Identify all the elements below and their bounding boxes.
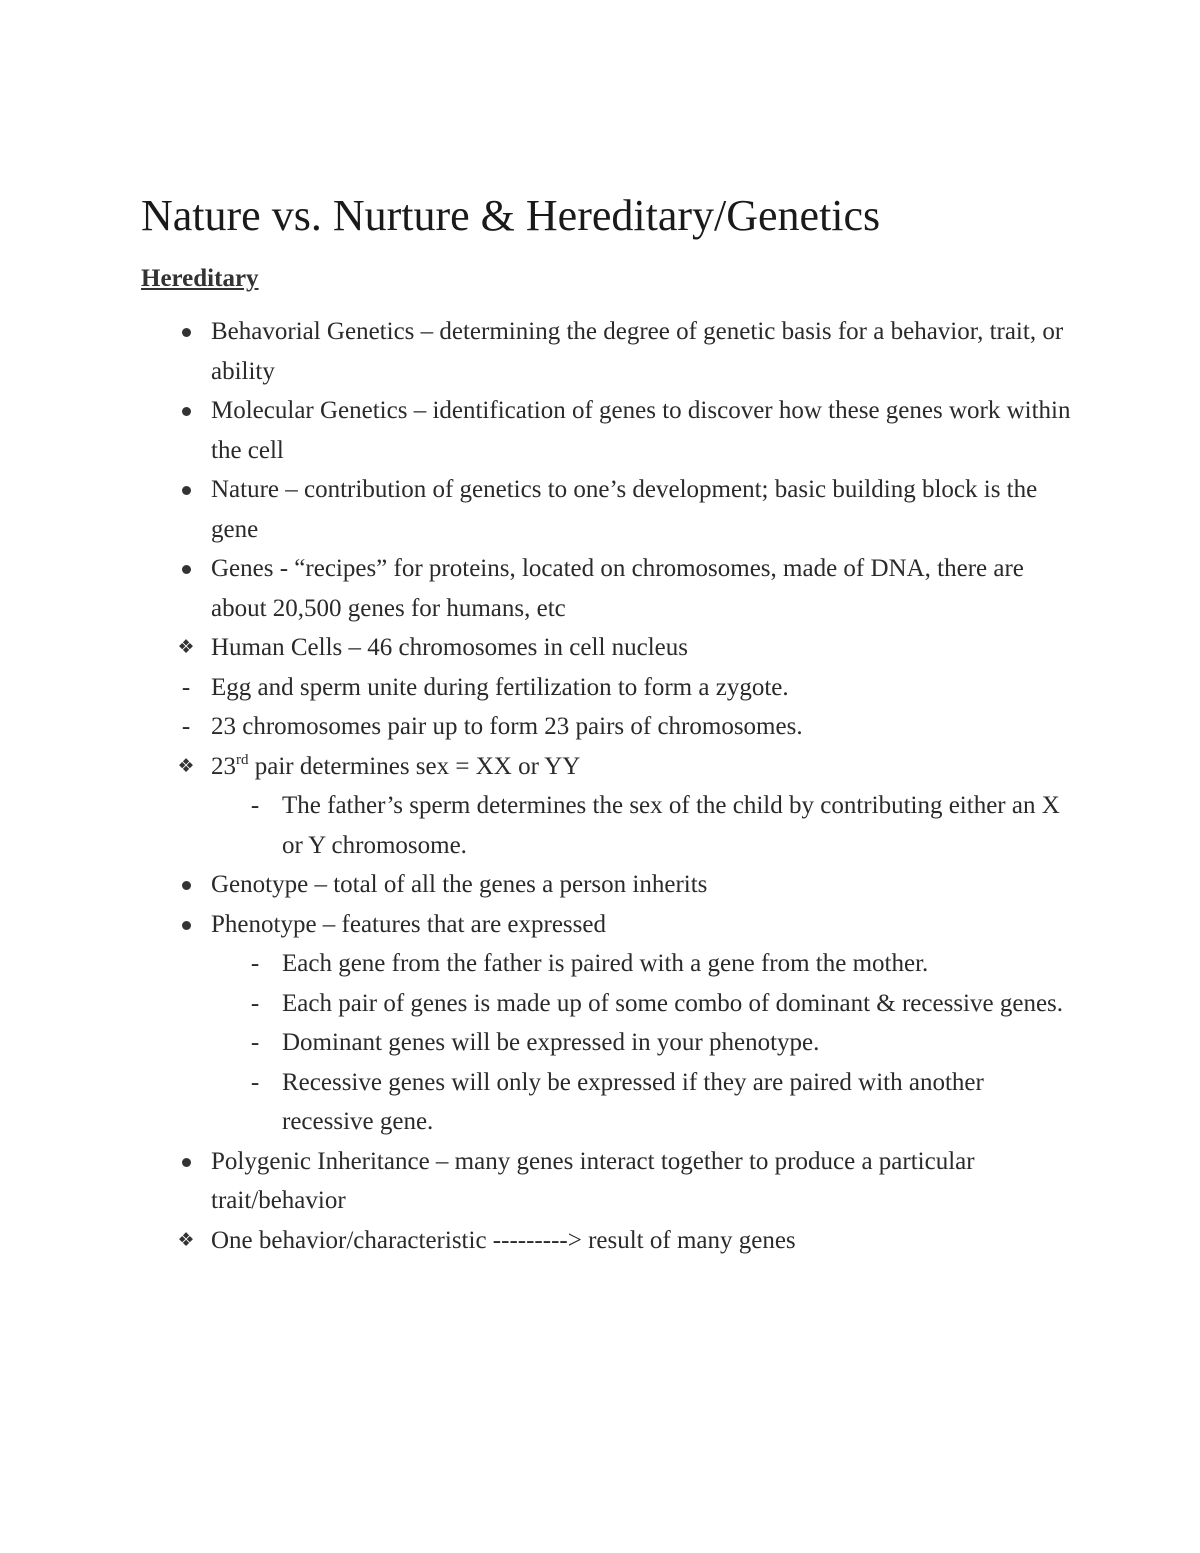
list-item-text: Human Cells – 46 chromosomes in cell nucleus xyxy=(211,634,689,661)
list-item xyxy=(0,1023,1072,1063)
dash-bullet-icon: - xyxy=(250,950,260,977)
bullet-icon xyxy=(171,865,201,890)
list-item xyxy=(0,786,1072,865)
list-item-text: Nature – contribution of genetics to one’s development; basic building block is the gene xyxy=(211,476,1038,543)
list-item xyxy=(0,312,1071,391)
four-diamond-bullet-icon: ❖ xyxy=(177,636,195,658)
list-item-text: Recessive genes will only be expressed if they are paired with another recessive gene. xyxy=(282,1068,984,1135)
four-diamond-bullet-icon: ❖ xyxy=(177,754,195,777)
list-item xyxy=(0,707,1071,747)
list-item-text xyxy=(211,753,580,780)
bullet-icon xyxy=(171,391,201,416)
list-item xyxy=(0,628,1071,668)
list-item-text: Molecular Genetics – identification of genes to discover how these genes work within the cell xyxy=(211,397,1071,464)
dash-bullet-icon: - xyxy=(250,792,260,819)
bullet-icon xyxy=(171,470,201,495)
list-item xyxy=(0,984,1072,1024)
list-item-text: Genotype – total of all the genes a person inherits xyxy=(211,871,708,898)
dash-bullet-icon: - xyxy=(250,1029,260,1056)
ordinal-number: 23 xyxy=(211,752,236,780)
list-item xyxy=(0,1142,1071,1221)
list-item-text: 23 chromosomes pair up to form 23 pairs of chromosomes. xyxy=(211,713,803,740)
list-item-text: Each pair of genes is made up of some combo of dominant & recessive genes. xyxy=(282,989,1064,1017)
bullet-icon xyxy=(171,905,201,930)
section-heading-hereditary: Hereditary xyxy=(141,265,259,292)
list-item-text: Genes - “recipes” for proteins, located on chromosomes, made of DNA, there are about 20,500 genes for humans, etc xyxy=(211,555,1024,622)
list-item xyxy=(0,668,1071,708)
list-item-text: Polygenic Inheritance – many genes interact together to produce a particular trait/behavior xyxy=(211,1147,975,1214)
list-item-text: One behavior/characteristic ---------> result of many genes xyxy=(211,1226,796,1254)
ordinal-suffix: rd xyxy=(236,751,249,768)
bullet-icon xyxy=(171,1142,201,1167)
list-item xyxy=(0,865,1071,905)
four-diamond-bullet-icon: ❖ xyxy=(177,1228,195,1251)
list-item xyxy=(0,1063,1072,1142)
bullet-icon xyxy=(171,312,201,337)
dash-bullet-icon: - xyxy=(181,713,191,740)
list-item xyxy=(0,1221,1071,1261)
list-item xyxy=(0,470,1071,549)
dash-bullet-icon: - xyxy=(181,673,191,701)
bullet-icon xyxy=(171,549,201,574)
list-item-text-rest: pair determines sex = XX or YY xyxy=(248,752,581,780)
list-item xyxy=(0,391,1071,470)
list-item-text: Phenotype – features that are expressed xyxy=(211,910,606,938)
list-item-text: Dominant genes will be expressed in your phenotype. xyxy=(282,1029,820,1056)
notes-list xyxy=(0,312,1200,1260)
list-item xyxy=(0,549,1071,628)
list-item xyxy=(0,905,1071,945)
dash-bullet-icon: - xyxy=(250,989,260,1017)
list-item-text: Egg and sperm unite during fertilization to form a zygote. xyxy=(211,673,789,701)
list-item xyxy=(0,747,1071,787)
list-item-text: Each gene from the father is paired with a gene from the mother. xyxy=(282,950,929,977)
list-item xyxy=(0,944,1072,984)
dash-bullet-icon: - xyxy=(250,1068,260,1096)
page-title: Nature vs. Nurture & Hereditary/Genetics xyxy=(141,191,881,240)
list-item-text: Behavorial Genetics – determining the degree of genetic basis for a behavior, trait, or ability xyxy=(211,318,1064,385)
list-item-text: The father’s sperm determines the sex of the child by contributing either an X or Y chromosome. xyxy=(282,792,1060,859)
